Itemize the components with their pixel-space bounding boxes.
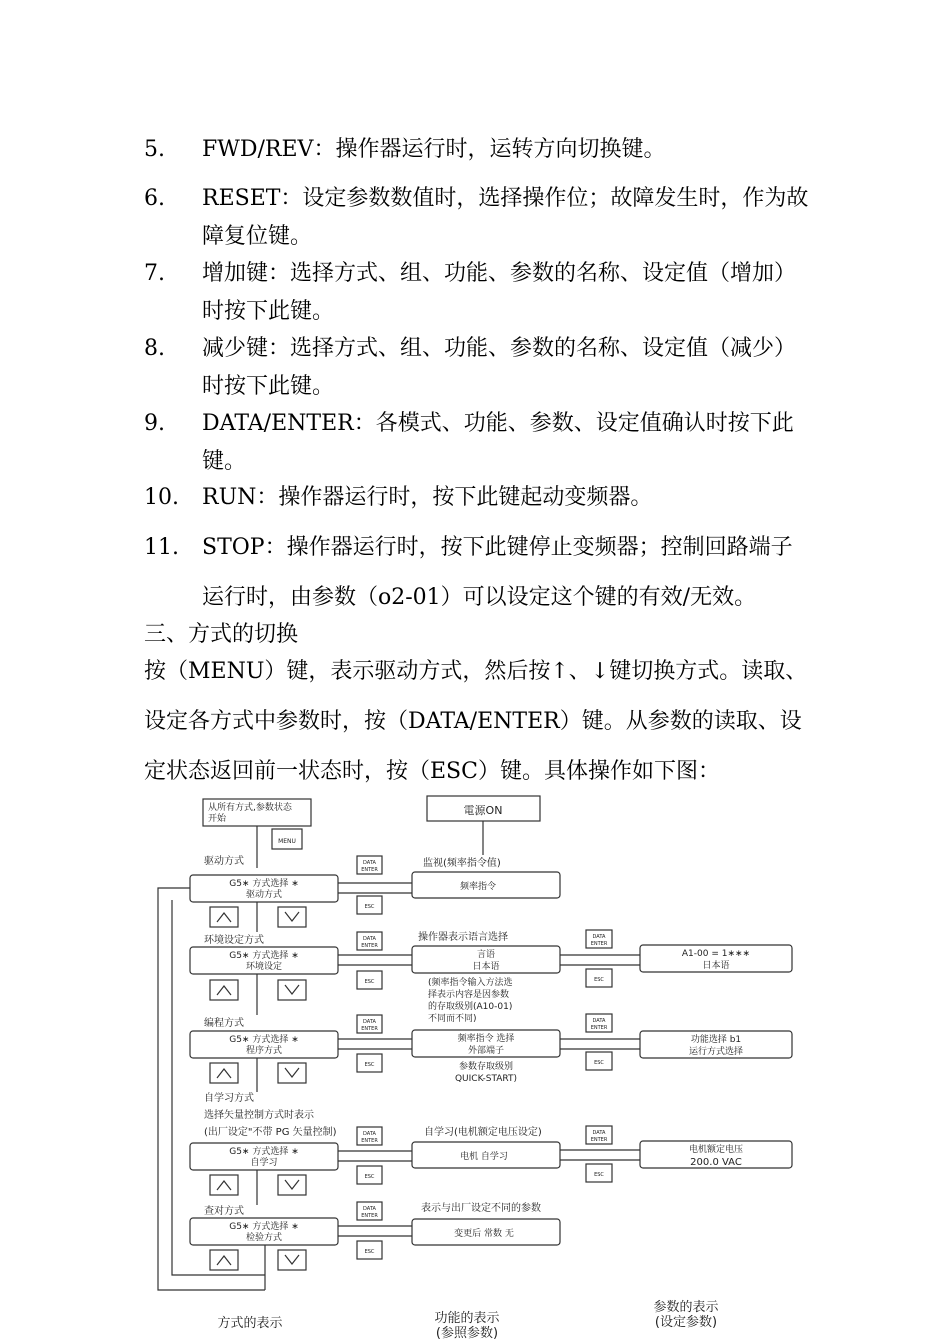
data-key-label: DATA: [592, 1018, 606, 1024]
item-text: RUN：操作器运行时，按下此键起动变频器。: [202, 485, 653, 510]
param-line: 电机额定电压: [688, 1145, 744, 1155]
enter-key-label: ENTER: [361, 1138, 378, 1144]
enter-key-label: ENTER: [361, 1213, 378, 1219]
item-text-cont: 运行时，由参数（o2-01）可以设定这个键的有效/无效。: [202, 585, 757, 610]
data-key-label: DATA: [363, 1131, 376, 1137]
function-line: 言语: [476, 950, 496, 960]
menu-key-label: MENU: [278, 838, 296, 845]
down-key: [278, 1063, 306, 1083]
function-line-2: 外部端子: [467, 1046, 505, 1056]
up-key: [210, 1250, 238, 1270]
item-number: 7.: [144, 261, 165, 286]
data-key-label: DATA: [592, 1130, 606, 1136]
footer-param: 参数的表示: [653, 1300, 719, 1315]
item-number: 11.: [144, 535, 179, 560]
mode-box-title: G5∗ 方式选择 ∗: [229, 1147, 299, 1157]
program-note: 参数存取级别: [458, 1062, 514, 1072]
esc-key-label: ESC: [364, 979, 375, 985]
mode-box-sub: 自学习: [250, 1158, 278, 1168]
enter-key-label: ENTER: [361, 1026, 378, 1032]
data-key-label: DATA: [592, 934, 606, 940]
enter-key-label: ENTER: [590, 1137, 608, 1143]
esc-key-label: ESC: [364, 1062, 375, 1068]
mode-label-environment: 环境设定方式: [204, 935, 264, 946]
mode-label-autotune: 自学习方式: [204, 1093, 254, 1104]
item-number: 9.: [144, 411, 165, 436]
data-key-label: DATA: [363, 1206, 376, 1212]
esc-key-label: ESC: [364, 1174, 375, 1180]
mode-label-drive: 驱动方式: [204, 856, 244, 867]
function-line: 电机 自学习: [460, 1152, 508, 1162]
section-title: 三、方式的切换: [144, 622, 299, 647]
param-line: A1-00 = 1∗∗∗: [681, 949, 751, 959]
enter-key-label: ENTER: [361, 943, 378, 949]
down-key: [278, 1250, 306, 1270]
paragraph-line-3: 定状态返回前一状态时，按（ESC）键。具体操作如下图：: [144, 759, 720, 784]
language-note: 择表示内容是因参数: [428, 990, 510, 1000]
mode-box-title: G5∗ 方式选择 ∗: [229, 951, 299, 961]
param-line-2: 日本语: [702, 961, 730, 971]
mode-box-sub: 环境设定: [245, 962, 283, 972]
down-key: [278, 1175, 306, 1195]
esc-key-label: ESC: [594, 1172, 604, 1178]
function-label-language: 操作器表示语言选择: [418, 932, 508, 943]
enter-key-label: ENTER: [590, 1025, 608, 1031]
autotune-note: 选择矢量控制方式时表示: [204, 1110, 314, 1121]
up-key: [210, 1175, 238, 1195]
paragraph-line-1: 按（MENU）键，表示驱动方式，然后按↑、↓键切换方式。读取、: [144, 659, 808, 684]
language-note: (频率指令输入方法选: [428, 978, 513, 988]
enter-key-label: ENTER: [590, 941, 608, 947]
down-key: [278, 980, 306, 1000]
up-key: [210, 980, 238, 1000]
item-text: FWD/REV：操作器运行时，运转方向切换键。: [202, 137, 666, 162]
function-label-verify: 表示与出厂设定不同的参数: [421, 1203, 541, 1214]
item-text: RESET：设定参数数值时，选择操作位；故障发生时，作为故障复位键。: [202, 186, 809, 249]
footer-modes: 方式的表示: [217, 1316, 283, 1331]
param-line-2: 200.0 VAC: [690, 1157, 742, 1168]
paragraph-line-2: 设定各方式中参数时，按（DATA/ENTER）键。从参数的读取、设: [144, 709, 802, 734]
autotune-note-2: (出厂设定"不带 PG 矢量控制): [204, 1127, 337, 1138]
item-number: 5.: [144, 137, 165, 162]
item-number: 6.: [144, 186, 165, 211]
power-on-label: 電源ON: [463, 804, 503, 817]
start-label-2: 开始: [208, 814, 227, 824]
function-line-2: 日本语: [472, 962, 500, 972]
item-text: DATA/ENTER：各模式、功能、参数、设定值确认时按下此键。: [202, 411, 794, 474]
item-text: STOP：操作器运行时，按下此键停止变频器；控制回路端子: [202, 535, 793, 560]
footer-function-note: (参照参数): [435, 1326, 499, 1341]
esc-key-label: ESC: [364, 904, 375, 910]
function-line: 变更后 常数 无: [454, 1229, 514, 1239]
esc-key-label: ESC: [594, 977, 604, 983]
function-line: 频率指令: [459, 882, 497, 892]
language-note: 的存取级别(A10-01): [428, 1002, 513, 1012]
item-text: 减少键：选择方式、组、功能、参数的名称、设定值（减少）时按下此键。: [202, 336, 797, 399]
esc-key-label: ESC: [364, 1249, 375, 1255]
footer-function: 功能的表示: [434, 1311, 500, 1326]
function-label-monitor: 监视(频率指令值): [423, 858, 501, 869]
mode-box-title: G5∗ 方式选择 ∗: [229, 1222, 299, 1232]
item-text: 增加键：选择方式、组、功能、参数的名称、设定值（增加）时按下此键。: [202, 261, 797, 324]
mode-box-sub: 驱动方式: [245, 890, 283, 900]
esc-key-label: ESC: [594, 1060, 604, 1066]
mode-box-sub: 程序方式: [245, 1046, 283, 1056]
item-number: 8.: [144, 336, 165, 361]
data-key-label: DATA: [363, 860, 376, 866]
function-label-autotune: 自学习(电机额定电压设定): [424, 1127, 542, 1138]
item-number: 10.: [144, 485, 179, 510]
data-key-label: DATA: [363, 1019, 376, 1025]
start-label-1: 从所有方式,参数状态: [208, 803, 292, 813]
mode-box-title: G5∗ 方式选择 ∗: [229, 879, 299, 889]
data-key-label: DATA: [363, 936, 376, 942]
enter-key-label: ENTER: [361, 867, 378, 873]
up-key: [210, 1063, 238, 1083]
function-line: 频率指令 选择: [457, 1034, 515, 1044]
param-line: 功能选择 b1: [690, 1035, 742, 1045]
mode-label-verify: 查对方式: [204, 1206, 244, 1217]
down-key: [278, 907, 306, 927]
mode-box-sub: 检验方式: [245, 1233, 283, 1243]
mode-label-program: 编程方式: [204, 1018, 244, 1029]
param-line-2: 运行方式选择: [688, 1047, 744, 1057]
up-key: [210, 907, 238, 927]
mode-box-title: G5∗ 方式选择 ∗: [229, 1035, 299, 1045]
language-note: 不同而不同): [428, 1014, 477, 1024]
footer-param-note: (设定参数): [654, 1315, 718, 1330]
program-note: QUICK-START): [454, 1074, 518, 1084]
